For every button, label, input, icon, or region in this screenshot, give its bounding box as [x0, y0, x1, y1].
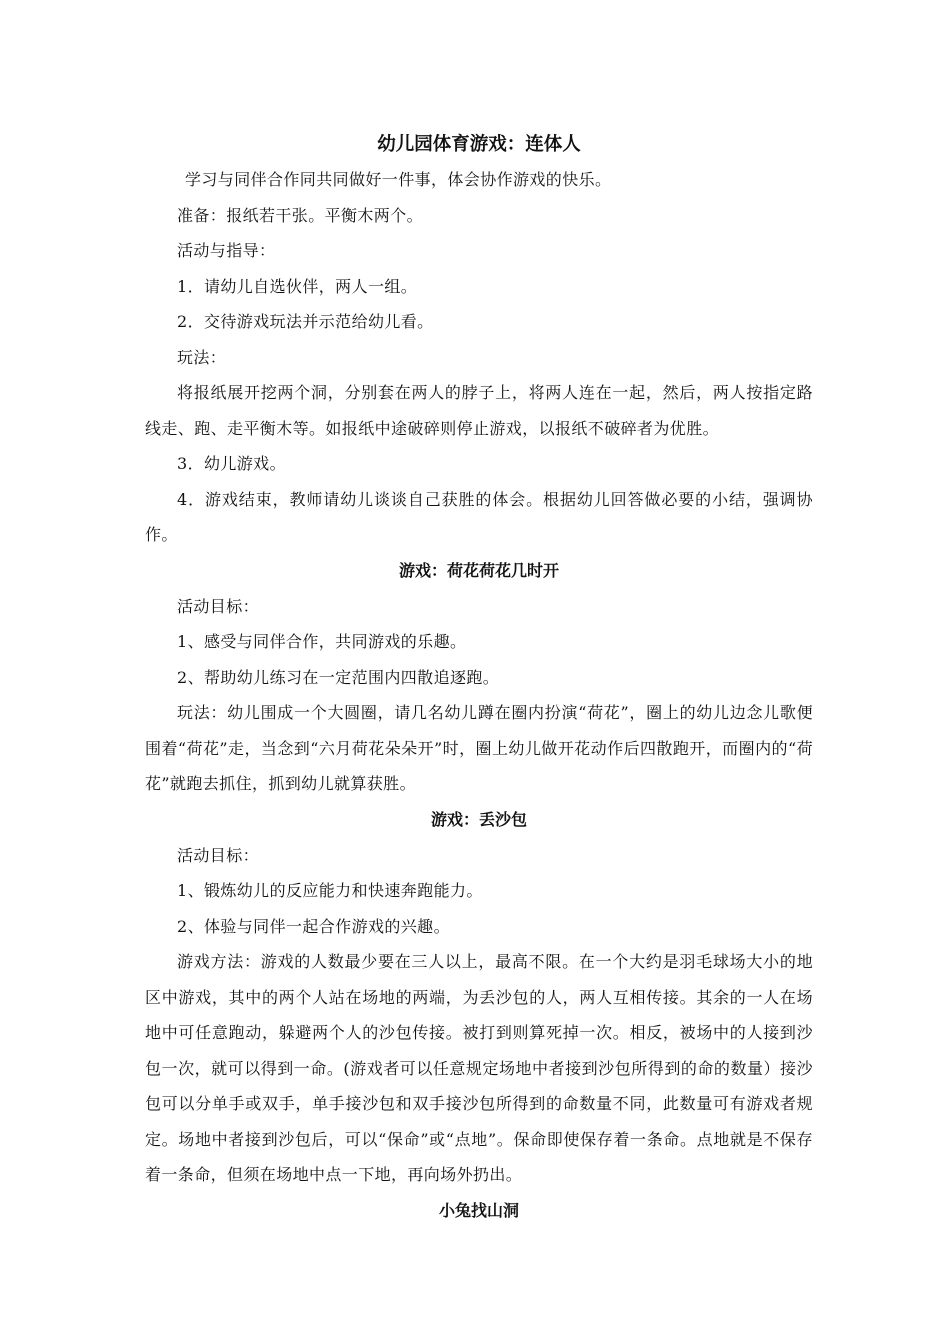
section-title-lianti: 幼儿园体育游戏：连体人: [377, 134, 581, 155]
paragraph-play-description: 玩法：幼儿围成一个大圆圈，请几名幼儿蹲在圈内扮演“荷花”，圈上的幼儿边念儿歌便围着“荷花”走，当念到“六月荷花朵朵开”时，圈上幼儿做开花动作后四散跑开，而圈内的“荷花”就跑去抓住，抓到幼儿就算获胜。: [145, 703, 813, 793]
paragraph-method: 游戏方法：游戏的人数最少要在三人以上，最高不限。在一个大约是羽毛球场大小的地区中游戏，其中的两个人站在场地的两端，为丢沙包的人，两人互相传接。其余的一人在场地中可任意跑动，躲避两个人的沙包传接。被打到则算死掉一次。相反，被场中的人接到沙包一次，就可以得到一命。(游戏者可以任意规定场地中者接到沙包所得到的命的数量）接沙包可以分单手或双手，单手接沙包和双手接沙包所得到的命数量不同，此数量可有游戏者规定。场地中者接到沙包后，可以“保命”或“点地”。保命即使保存着一条命。点地就是不保存着一条命，但须在场地中点一下地，再向场外扔出。: [145, 952, 813, 1184]
section-title-hehua: 游戏：荷花荷花几时开: [398, 560, 559, 580]
section-title-shabao: 游戏：丢沙包: [430, 809, 527, 829]
document-page: [145, 128, 813, 1229]
paragraph-goal: 学习与同伴合作同共同做好一件事，体会协作游戏的快乐。: [185, 170, 612, 189]
paragraph-step-4: 4．游戏结束，教师请幼儿谈谈自己获胜的体会。根据幼儿回答做必要的小结，强调协作。: [145, 489, 813, 544]
paragraph-goal-heading: 活动目标：: [177, 845, 260, 865]
paragraph-step-1: 1．请幼儿自选伙伴，两人一组。: [177, 276, 418, 296]
paragraph-play-description: 将报纸展开挖两个洞，分别套在两人的脖子上，将两人连在一起，然后，两人按指定路线走、跑、走平衡木等。如报纸中途破碎则停止游戏，以报纸不破碎者为优胜。: [145, 383, 813, 438]
paragraph-step-3: 3．幼儿游戏。: [177, 454, 286, 473]
paragraph-goal-1: 1、锻炼幼儿的反应能力和快速奔跑能力。: [177, 881, 483, 900]
paragraph-step-2: 2．交待游戏玩法并示范给幼儿看。: [177, 312, 434, 331]
paragraph-goal-1: 1、感受与同伴合作，共同游戏的乐趣。: [177, 632, 467, 651]
paragraph-goal-heading: 活动目标：: [177, 596, 260, 616]
paragraph-goal-2: 2、体验与同伴一起合作游戏的兴趣。: [177, 916, 450, 936]
paragraph-activity-heading: 活动与指导：: [177, 241, 276, 260]
paragraph-goal-2: 2、帮助幼儿练习在一定范围内四散追逐跑。: [177, 667, 500, 687]
section-title-xiaotu: 小兔找山洞: [438, 1200, 519, 1220]
paragraph-play-heading: 玩法：: [177, 347, 227, 367]
paragraph-preparation: 准备：报纸若干张。平衡木两个。: [177, 205, 424, 225]
